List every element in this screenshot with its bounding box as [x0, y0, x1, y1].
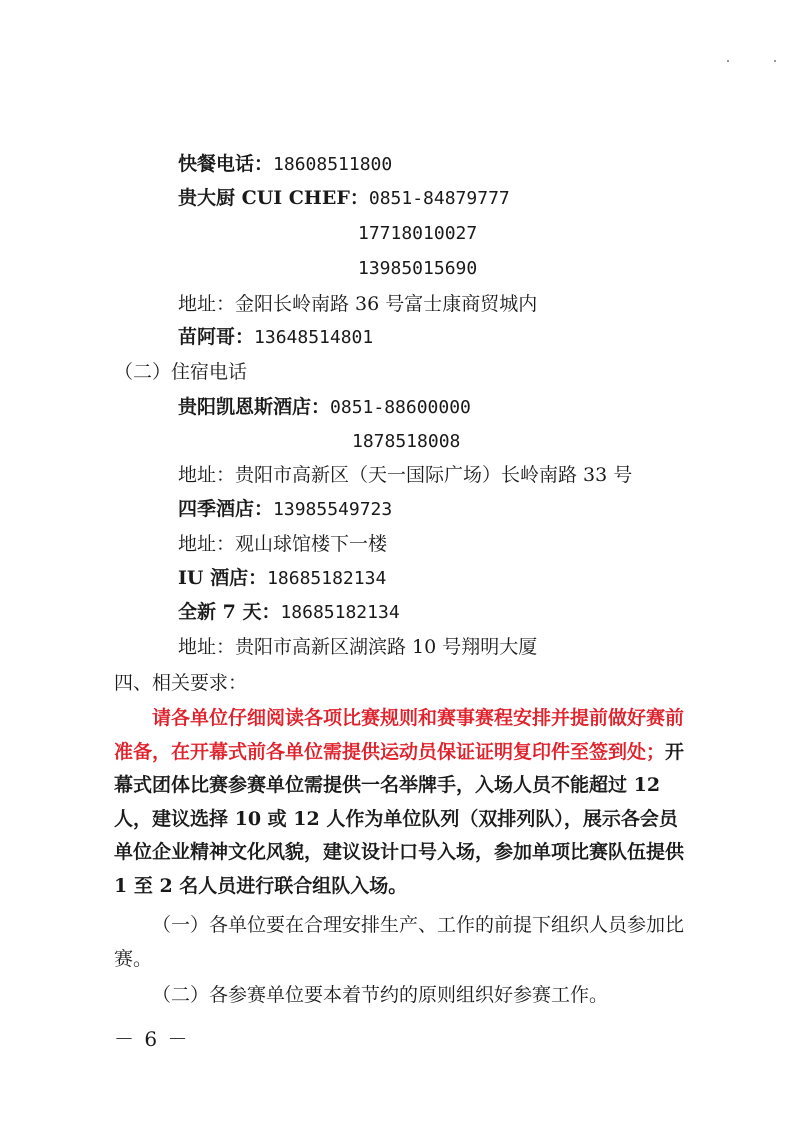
requirement-item-2: （二）各参赛单位要本着节约的原则组织好参赛工作。	[152, 984, 609, 1006]
lodging-phone: 18685182134	[280, 602, 400, 623]
lodging-address: 地址：贵阳市高新区湖滨路 10 号翔明大厦	[178, 636, 538, 658]
lodging-iu	[178, 566, 386, 591]
lodging-kaiensi	[178, 395, 471, 420]
lodging-name: 全新 7 天：	[178, 601, 281, 623]
contact-phone: 0851-84879777	[368, 188, 510, 209]
contact-name: 苗阿哥：	[178, 326, 255, 348]
lodging-address: 地址：贵阳市高新区（天一国际广场）长岭南路 33 号	[178, 464, 633, 486]
contact-phone-extra: 13985015690	[358, 258, 478, 279]
lodging-phone: 18685182134	[267, 568, 387, 589]
section-heading-lodging: （二）住宿电话	[114, 361, 248, 383]
contact-phone-extra: 17718010027	[358, 223, 478, 244]
contact-name: 贵大厨 CUI CHEF：	[178, 187, 369, 209]
contact-name: 快餐电话：	[178, 153, 274, 175]
contact-phone: 18608511800	[273, 154, 393, 175]
contact-kuaican	[178, 152, 392, 177]
lodging-siji	[178, 497, 392, 522]
scan-speck	[774, 60, 776, 62]
scan-speck	[727, 60, 729, 62]
lodging-name: 四季酒店：	[178, 498, 274, 520]
lodging-phone: 13985549723	[273, 499, 393, 520]
requirements-bold-text: 开幕式团体比赛参赛单位需提供一名举牌手，入场人员不能超过 12 人，建议选择 10 或 12 人作为单位队列（双排列队），展示各会员单位企业精神文化风貌，建议设计口号入场，参加单项比赛队伍提供 1 至 2 名人员进行联合组队入场。	[114, 740, 685, 897]
section-heading-requirements: 四、相关要求：	[114, 672, 248, 694]
requirement-item-1: （一）各单位要在合理安排生产、工作的前提下组织人员参加比赛。	[114, 914, 685, 970]
lodging-address: 地址：观山球馆楼下一楼	[178, 533, 388, 555]
contact-guidachu	[178, 186, 510, 211]
contact-address: 地址：金阳长岭南路 36 号富士康商贸城内	[178, 293, 538, 315]
contact-miaoage	[178, 325, 373, 350]
lodging-phone: 0851-88600000	[330, 397, 471, 418]
lodging-name: 贵阳凯恩斯酒店：	[178, 396, 331, 418]
requirements-red-text: 请各单位仔细阅读各项比赛规则和赛事赛程安排并提前做好赛前准备，在开幕式前各单位需提供运动员保证证明复印件至签到处；	[114, 707, 685, 763]
lodging-phone-extra: 1878518008	[352, 431, 461, 452]
page-number: － 6 －	[114, 1027, 190, 1051]
requirements-paragraph	[114, 702, 694, 903]
lodging-quanxin	[178, 600, 400, 625]
contact-phone: 13648514801	[254, 327, 374, 348]
lodging-name: IU 酒店：	[178, 567, 268, 589]
